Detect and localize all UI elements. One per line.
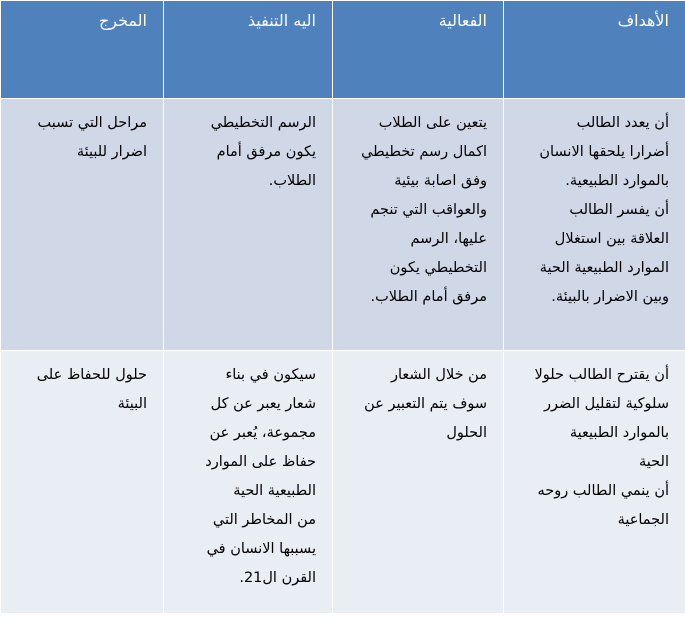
header-mechanism: اليه التنفيذ: [164, 1, 333, 99]
cell-line: مجموعة، يُعبر عن: [209, 425, 316, 441]
cell-line: مراحل التي تسبب: [37, 115, 147, 131]
cell-line: العلاقة بين استغلال: [554, 231, 669, 247]
cell-line: سوف يتم التعبير عن: [364, 396, 487, 412]
cell-line: حلول للحفاظ على: [36, 367, 147, 383]
cell-line: بالموارد الطبيعية: [569, 425, 669, 441]
cell-line: الموارد الطبيعية الحية: [539, 260, 669, 276]
cell-line: أضرارا يلحقها الانسان: [539, 144, 669, 160]
activity-cell: [333, 99, 504, 351]
cell-line: عليها، الرسم: [410, 231, 487, 247]
cell-line: البيئة: [117, 396, 147, 412]
objectives-cell: [504, 351, 685, 614]
cell-line: أن يفسر الطالب: [569, 202, 669, 218]
table-row: [1, 99, 685, 351]
mechanism-cell: [164, 99, 333, 351]
cell-line: يتعين على الطلاب: [378, 115, 487, 131]
cell-line: وفق اصابة بيئية: [394, 173, 487, 189]
cell-line: بالموارد الطبيعية.: [565, 173, 669, 189]
header-objectives: الأهداف: [504, 1, 685, 99]
header-row: [1, 1, 685, 99]
cell-line: اكمال رسم تخطيطي: [361, 144, 487, 160]
cell-line: الحلول: [446, 425, 487, 441]
cell-line: الطبيعية الحية: [233, 483, 316, 499]
cell-line: يسببها الانسان في: [206, 541, 316, 557]
cell-line: يكون مرفق أمام: [216, 144, 316, 160]
cell-line: أن يقترح الطالب حلولا: [534, 367, 669, 383]
cell-line: أن يعدد الطالب: [576, 115, 669, 131]
cell-line: من خلال الشعار: [391, 367, 487, 383]
output-cell: [1, 99, 164, 351]
cell-line: أن ينمي الطالب روحه: [537, 483, 669, 499]
cell-line: مرفق أمام الطلاب.: [370, 289, 487, 305]
header-activity: الفعالية: [333, 1, 504, 99]
cell-line: وبين الاضرار بالبيئة.: [551, 289, 669, 305]
cell-line: الرسم التخطيطي: [210, 115, 316, 131]
cell-line: شعار يعبر عن كل: [210, 396, 316, 412]
objectives-cell: [504, 99, 685, 351]
cell-line: الحية: [639, 454, 669, 470]
mechanism-cell: [164, 351, 333, 614]
cell-line: اضرار للبيئة: [76, 144, 147, 160]
cell-line: حفاظ على الموارد: [205, 454, 316, 470]
cell-line: الجماعية: [617, 512, 669, 528]
cell-line: الطلاب.: [268, 173, 316, 189]
header-output: المخرج: [1, 1, 164, 99]
activity-cell: [333, 351, 504, 614]
cell-line: التخطيطي يكون: [389, 260, 487, 276]
cell-line: من المخاطر التي: [212, 512, 316, 528]
output-cell: [1, 351, 164, 614]
cell-line: سيكون في بناء: [225, 367, 316, 383]
cell-line: والعواقب التي تنجم: [370, 202, 487, 218]
table-row: [1, 351, 685, 614]
cell-line: سلوكية لتقليل الضرر: [543, 396, 669, 412]
cell-line: القرن ال21.: [239, 570, 316, 586]
